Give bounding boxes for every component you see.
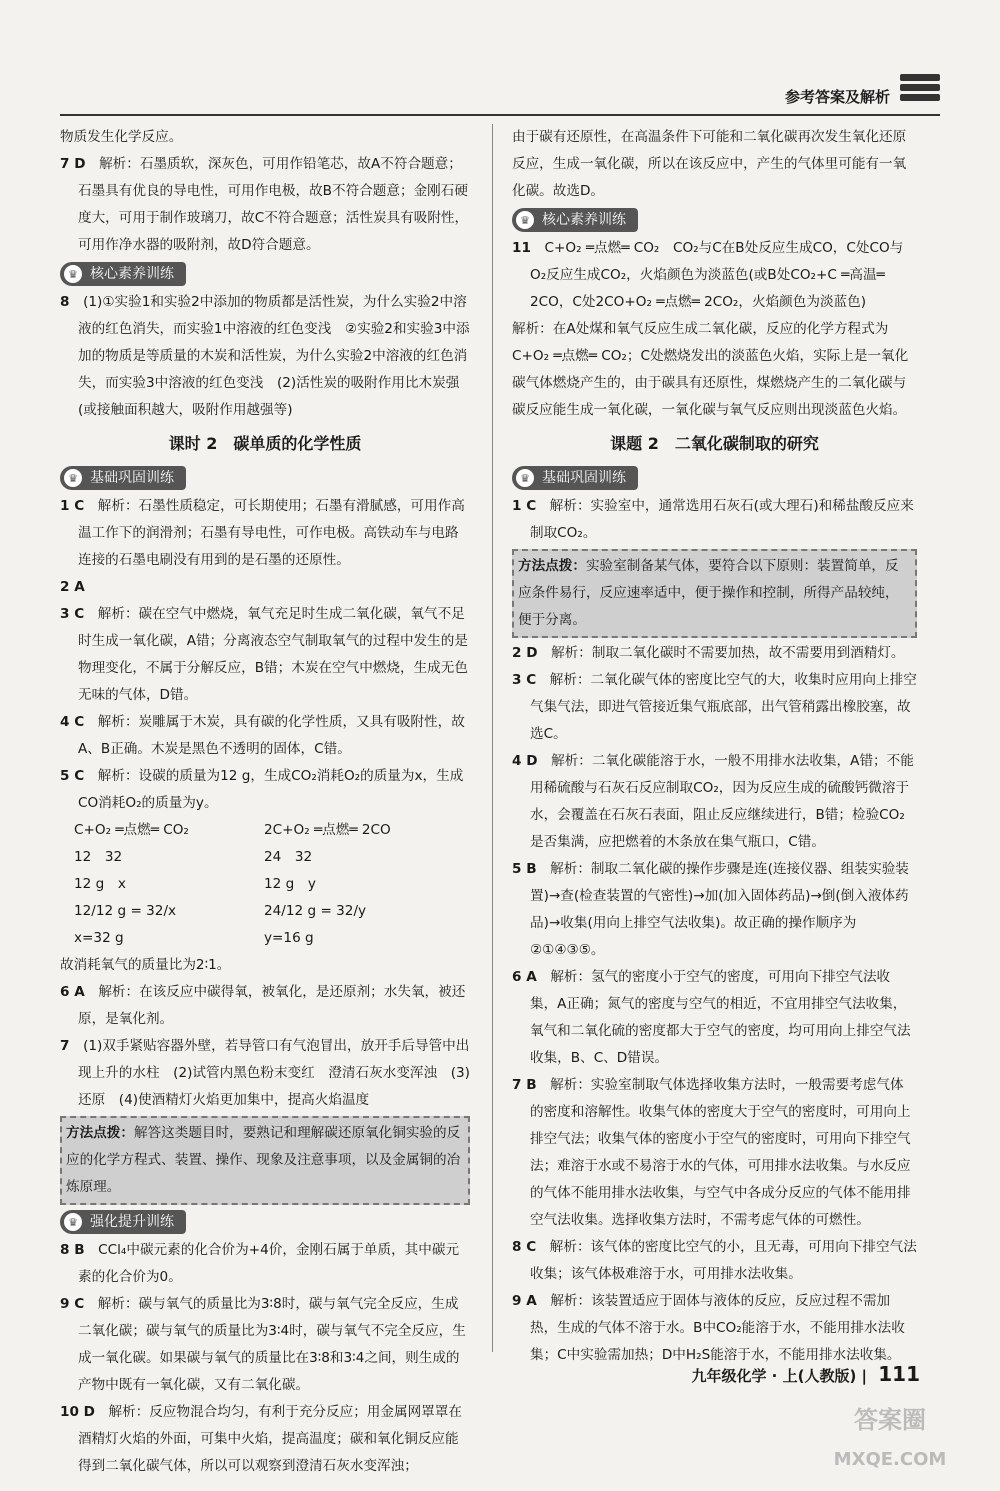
answer-item: 11 C+O₂ ═点燃═ CO₂ CO₂与C在B处反应生成CO，C处CO与O₂反应生成CO₂，火焰颜色为淡蓝色(或B处CO₂+C ═高温═ 2CO，C处2CO+O₂ ═点燃═ 2CO₂，火焰颜色为淡蓝色) (512, 240, 904, 310)
text-line: 物质发生化学反应。 (60, 129, 183, 145)
answer-item: 6 A 解析：在该反应中碳得氧，被氧化，是还原剂；水失氧，被还原，是氧化剂。 (60, 984, 466, 1027)
answer-item: 5 C 解析：设碳的质量为12 g，生成CO₂消耗O₂的质量为x，生成CO消耗O₂的质量为y。 (60, 768, 464, 811)
crown-icon: ♛ (516, 211, 534, 229)
text-line: 解析：在A处煤和氧气反应生成二氧化碳，反应的化学方程式为C+O₂ ═点燃═ CO₂；C处燃烧发出的淡蓝色火焰，实际上是一氧化碳气体燃烧产生的，由于碳具有还原性，煤燃烧产生的二氧化碳与碳反应能生成一氧化碳，一氧化碳与氧气反应则出现淡蓝色火焰。 (512, 321, 909, 418)
page-footer: 九年级化学 · 上(人教版) | 111 (691, 1362, 920, 1386)
answer-item: 1 C 解析：实验室中，通常选用石灰石(或大理石)和稀盐酸反应来制取CO₂。 (512, 498, 914, 541)
section-title: 课题 2 二氧化碳制取的研究 (610, 434, 819, 453)
answer-item: 2 A (60, 579, 85, 595)
method-tip: 方法点拨：解答这类题目时，要熟记和理解碳还原氧化铜实验的反应的化学方程式、装置、操作、现象及注意事项，以及金属铜的冶炼原理。 (60, 1116, 470, 1205)
section-badge: ♛ 基础巩固训练 (512, 466, 638, 490)
watermark: 答案圈 MXQE.COM (833, 1406, 947, 1470)
right-column (512, 124, 917, 1369)
answer-item: 1 C 解析：石墨性质稳定，可长期使用；石墨有滑腻感，可用作高温工作下的润滑剂；石墨有导电性，可作电极。高铁动车与电路连接的石墨电刷没有用到的是石墨的还原性。 (60, 498, 465, 568)
answer-item: 3 C 解析：二氧化碳气体的密度比空气的大，收集时应用向上排空气集气法，即进气管接近集气瓶底部，出气管稍露出橡胶塞，故选C。 (512, 672, 917, 742)
crown-icon: ♛ (64, 469, 82, 487)
page-header (60, 84, 940, 116)
answer-item: 8 C 解析：该气体的密度比空气的小，且无毒，可用向下排空气法收集；该气体极难溶于水，可用排水法收集。 (512, 1239, 917, 1282)
book-title: 九年级化学 · 上(人教版) (691, 1367, 857, 1385)
answer-item: 9 C 解析：碳与氧气的质量比为3∶8时，碳与氧气完全反应，生成二氧化碳；碳与氧气的质量比为3∶4时，碳与氧气不完全反应，生成一氧化碳。如果碳与氧气的质量比在3∶8和3∶4之间，则生成的产物中既有一氧化碳，又有二氧化碳。 (60, 1296, 466, 1393)
page-number: 111 (878, 1362, 920, 1386)
answer-item: 4 D 解析：二氧化碳能溶于水，一般不用排水法收集，A错；不能用稀硫酸与石灰石反应制取CO₂，因为反应生成的硫酸钙微溶于水，会覆盖在石灰石表面，阻止反应继续进行，B错；检验CO₂是否集满，应把燃着的木条放在集气瓶口，C错。 (512, 753, 914, 850)
crown-icon: ♛ (516, 469, 534, 487)
answer-item: 10 D 解析：反应物混合均匀，有利于充分反应；用金属网罩罩在酒精灯火焰的外面，可集中火焰，提高温度；碳和氧化铜反应能得到二氧化碳气体，所以可以观察到澄清石灰水变浑浊； (60, 1404, 462, 1474)
answer-item: 6 A 解析：氢气的密度小于空气的密度，可用向下排空气法收集，A正确；氮气的密度与空气的相近，不宜用排空气法收集，氧气和二氧化硫的密度都大于空气的密度，均可用向上排空气法收集，B、C、D错误。 (512, 969, 911, 1066)
crown-icon: ♛ (64, 1213, 82, 1231)
answer-item: 2 D 解析：制取二氧化碳时不需要加热，故不需要用到酒精灯。 (512, 645, 905, 661)
left-column (60, 124, 470, 1480)
text-line: 故消耗氧气的质量比为2∶1。 (60, 957, 231, 973)
column-divider (492, 124, 493, 1352)
answer-item: 8 B CCl₄中碳元素的化合价为+4价，金刚石属于单质，其中碳元素的化合价为0。 (60, 1242, 460, 1285)
answer-item: 8 (1)①实验1和实验2中添加的物质都是活性炭，为什么实验2中溶液的红色消失，而实验1中溶液的红色变浅 ②实验2和实验3中添加的物质是等质量的木炭和活性炭，为什么实验2中溶液的红色消失，而实验3中溶液的红色变浅 (2)活性炭的吸附作用比木炭强(或接触面积越大，吸附作用越强等) (60, 294, 470, 418)
answer-item: 7 B 解析：实验室制取气体选择收集方法时，一般需要考虑气体的密度和溶解性。收集气体的密度大于空气的密度时，可用向上排空气法；收集气体的密度小于空气的密度时，可用向下排空气法；难溶于水或不易溶于水的气体，可用排水法收集。与水反应的气体不能用排水法收集，与空气中各成分反应的气体不能用排空气法收集。选择收集方法时，不需考虑气体的可燃性。 (512, 1077, 911, 1228)
header-title: 参考答案及解析 (784, 88, 890, 106)
section-badge: ♛ 强化提升训练 (60, 1210, 186, 1234)
answer-item: 3 C 解析：碳在空气中燃烧，氧气充足时生成二氧化碳，氧气不足时生成一氧化碳，A错；分离液态空气制取氧气的过程中发生的是物理变化，不属于分解反应，B错；木炭在空气中燃烧，生成无色无味的气体，D错。 (60, 606, 468, 703)
answer-item: 7 D 解析：石墨质软，深灰色，可用作铅笔芯，故A不符合题意；石墨具有优良的导电性，可用作电极，故B不符合题意；金刚石硬度大，可用于制作玻璃刀，故C不符合题意；活性炭具有吸附性，可用作净水器的吸附剂，故D符合题意。 (60, 156, 469, 253)
crown-icon: ♛ (64, 265, 82, 283)
answer-item: 4 C 解析：炭雕属于木炭，具有碳的化学性质，又具有吸附性，故A、B正确。木炭是黑色不透明的固体，C错。 (60, 714, 465, 757)
books-icon (900, 74, 940, 108)
section-badge: ♛ 核心素养训练 (512, 208, 638, 232)
section-badge: ♛ 核心素养训练 (60, 262, 186, 286)
method-tip: 方法点拨：实验室制备某气体，要符合以下原则：装置简单，反应条件易行，反应速率适中，便于操作和控制，所得产品较纯，便于分离。 (512, 549, 917, 638)
section-title: 课时 2 碳单质的化学性质 (168, 434, 362, 453)
section-badge: ♛ 基础巩固训练 (60, 466, 186, 490)
answer-item: 9 A 解析：该装置适应于固体与液体的反应，反应过程不需加热，生成的气体不溶于水。B中CO₂能溶于水，不能用排水法收集；C中实验需加热；D中H₂S能溶于水，不能用排水法收集。 (512, 1293, 905, 1363)
answer-item: 5 B 解析：制取二氧化碳的操作步骤是连(连接仪器、组装实验装置)→查(检查装置的气密性)→加(加入固体药品)→倒(倒入液体药品)→收集(用向上排空气法收集)。故正确的操作顺序为②①④③⑤。 (512, 861, 909, 958)
text-line: 由于碳有还原性，在高温条件下可能和二氧化碳再次发生氧化还原反应，生成一氧化碳，所以在该反应中，产生的气体里可能有一氧化碳。故选D。 (512, 129, 907, 199)
answer-item: 7 (1)双手紧贴容器外壁，若导管口有气泡冒出，放开手后导管中出现上升的水柱 (2)试管内黑色粉末变红 澄清石灰水变浑浊 (3)还原 (4)使酒精灯火焰更加集中，提高火焰温度 (60, 1038, 470, 1108)
calculation: C+O₂ ═点燃═ CO₂ 12 32 12 g x 12/12 g = 32/x x=32 g 2C+O₂ ═点燃═ 2CO 24 32 12 g y 24/12 g = 32/y y=16 g (74, 822, 391, 946)
